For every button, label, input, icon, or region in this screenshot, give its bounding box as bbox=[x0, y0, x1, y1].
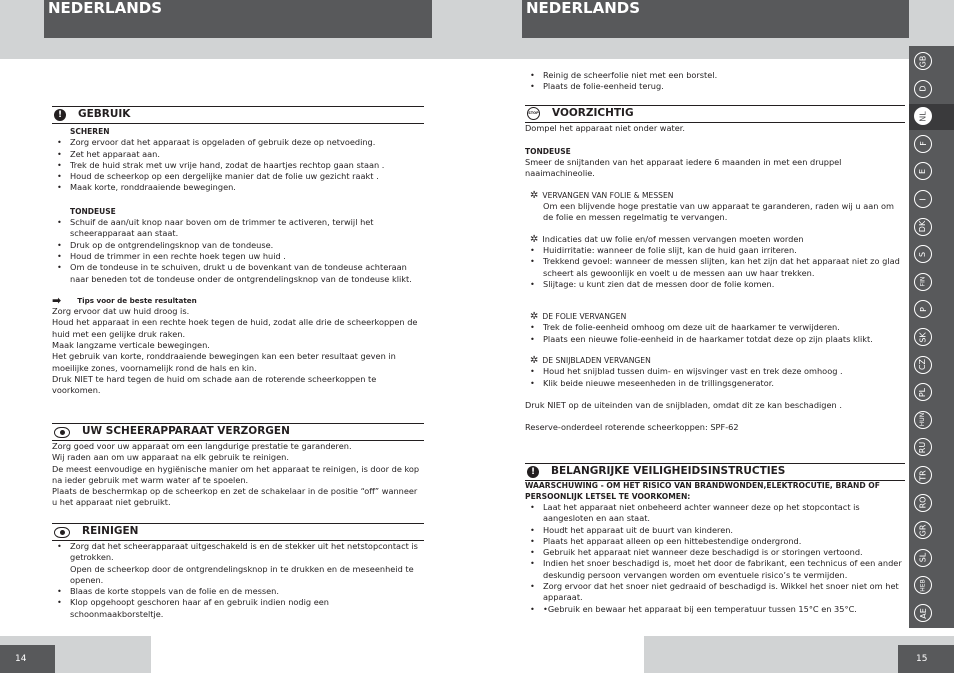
tips-heading bbox=[52, 295, 424, 306]
tab-label: E bbox=[918, 168, 928, 174]
list-item: • Indien het snoer beschadigd is, moet het door de fabrikant, een technicus of een ander deskundig persoon vervangen worden om eventuele risico’s te vermijden. bbox=[525, 558, 905, 581]
item-text: Zorg dat het scheerapparaat uitgeschakeld is en de stekker uit het netstopcontact is getrokken. bbox=[70, 541, 418, 563]
gear-icon: ✲ bbox=[530, 189, 539, 201]
body-line: Om een blijvende hoge prestatie van uw apparaat te garanderen, raden wij u aan om de folie en messen regelmatig te vervangen. bbox=[543, 201, 895, 223]
tab-i[interactable] bbox=[914, 190, 932, 208]
indicaties-heading bbox=[525, 234, 905, 245]
tab-cz[interactable] bbox=[914, 356, 932, 374]
subsection-title: VERVANGEN VAN FOLIE & MESSEN bbox=[542, 190, 674, 200]
body-line: De meest eenvoudige en hygiënische manier om het apparaat te reinigen, is door de kop na ieder gebruik met warm water af te spoelen. bbox=[52, 463, 420, 485]
reinigen-section bbox=[52, 523, 424, 620]
tab-label: GR bbox=[918, 524, 928, 537]
tab-label: NL bbox=[918, 110, 928, 122]
list-item: • Plaats het apparaat alleen op een hittebestendige ondergrond. bbox=[525, 536, 905, 547]
list-item: • Trek de folie-eenheid omhoog om deze uit de haarkamer te verwijderen. bbox=[525, 322, 905, 333]
subsection-title: DE SNIJBLADEN VERVANGEN bbox=[542, 356, 651, 366]
language-tabs bbox=[909, 46, 954, 628]
list-item: • Slijtage: u kunt zien dat de messen door de folie komen. bbox=[525, 279, 905, 290]
snijbladen-list bbox=[525, 366, 905, 389]
reinigen-heading bbox=[52, 523, 424, 541]
voorzichtig-heading bbox=[525, 105, 905, 123]
body-line: Dompel het apparaat niet onder water. bbox=[525, 122, 685, 133]
tondeuse-label: TONDEUSE bbox=[525, 146, 571, 156]
tip-line: Maak langzame verticale bewegingen. bbox=[52, 340, 210, 351]
list-item: • Gebruik het apparaat niet wanneer deze beschadigd is or storingen vertoond. bbox=[525, 547, 905, 558]
body-line: Wij raden aan om uw apparaat na elk gebruik te reinigen. bbox=[52, 452, 289, 463]
body-line: Plaats de beschermkap op de scheerkop en zet de schakelaar in de positie “off” wanneer u het apparaat niet gebruikt. bbox=[52, 486, 418, 508]
section-title: BELANGRIJKE VEILIGHEIDSINSTRUCTIES bbox=[551, 465, 786, 478]
tab-label: GB bbox=[918, 55, 928, 67]
tip-line: Zorg ervoor dat uw huid droog is. bbox=[52, 306, 190, 317]
eye-icon bbox=[54, 427, 70, 438]
list-item: • Om de tondeuse in te schuiven, drukt u de bovenkant van de tondeuse achteraan naar beneden tot de tondeuse onder de ontgrendelingsknop van de tondeuse klikt. bbox=[52, 262, 424, 285]
section-title: UW SCHEERAPPARAAT VERZORGEN bbox=[82, 425, 290, 438]
arrow-right-icon: ➡ bbox=[52, 293, 62, 307]
gear-icon: ✲ bbox=[530, 233, 539, 245]
list-item: • Houdt het apparaat uit de buurt van kinderen. bbox=[525, 525, 905, 536]
tab-label: F bbox=[918, 141, 928, 147]
right-content bbox=[525, 70, 905, 434]
tondeuse-list bbox=[52, 217, 424, 285]
page-number: 15 bbox=[898, 645, 954, 673]
list-item: • Houd de trimmer in een rechte hoek tegen uw huid . bbox=[52, 251, 424, 262]
veiligheid-heading bbox=[525, 463, 905, 481]
warning-icon: ! bbox=[54, 109, 66, 121]
list-item: • Huidirritatie: wanneer de folie slijt, kan de huid gaan irriteren. bbox=[525, 245, 905, 256]
list-item: • Houd het snijblad tussen duim- en wijsvinger vast en trek deze omhoog . bbox=[525, 366, 905, 377]
page-title: NEDERLANDS bbox=[522, 0, 909, 38]
tab-fin[interactable] bbox=[914, 273, 932, 291]
tab-label: AE bbox=[918, 607, 928, 619]
section-title: REINIGEN bbox=[82, 525, 139, 538]
section-title: VOORZICHTIG bbox=[552, 106, 634, 119]
tab-label: RU bbox=[918, 441, 928, 454]
scheren-list bbox=[52, 137, 424, 193]
list-item: • Druk op de ontgrendelingsknop van de tondeuse. bbox=[52, 240, 424, 251]
page-title: NEDERLANDS bbox=[44, 0, 432, 38]
subsection-title: Indicaties dat uw folie en/of messen vervangen moeten worden bbox=[542, 233, 804, 244]
scheren-label: SCHEREN bbox=[70, 127, 110, 136]
body-line: Zorg goed voor uw apparaat om een langdurige prestatie te garanderen. bbox=[52, 441, 352, 451]
list-item: • Reinig de scheerfolie niet met een borstel. bbox=[525, 70, 905, 81]
list-item: • Schuif de aan/uit knop naar boven om de trimmer te activeren, terwijl het scheerapparaat aan staat. bbox=[52, 217, 424, 240]
body-line: Reserve-onderdeel roterende scheerkoppen: SPF-62 bbox=[525, 422, 739, 433]
snijbladen-heading bbox=[525, 355, 905, 366]
tip-line: Druk NIET te hard tegen de huid om schade aan de roterende scheerkoppen te voorkomen. bbox=[52, 373, 377, 396]
tab-label: PL bbox=[918, 387, 928, 397]
tab-ae[interactable] bbox=[914, 604, 932, 622]
tip-line: Het gebruik van korte, ronddraaiende bewegingen kan een beter resultaat geven in moeilijke zones, voornamelijk rond de hals en kin. bbox=[52, 351, 396, 373]
gebruik-section bbox=[52, 106, 424, 397]
vervangen-heading bbox=[525, 190, 905, 201]
list-item: • Maak korte, ronddraaiende bewegingen. bbox=[52, 182, 424, 193]
reinigen-list bbox=[52, 541, 424, 620]
tab-sk[interactable] bbox=[914, 328, 932, 346]
tips-label: Tips voor de beste resultaten bbox=[77, 295, 197, 305]
gebruik-heading bbox=[52, 106, 424, 124]
tab-label: D bbox=[918, 85, 928, 92]
page-number: 14 bbox=[0, 645, 55, 673]
indicaties-list bbox=[525, 245, 905, 290]
folie-heading bbox=[525, 311, 905, 322]
tab-tr[interactable] bbox=[914, 466, 932, 484]
tab-label: SK bbox=[918, 331, 928, 343]
right-page bbox=[477, 0, 954, 673]
list-item: • Klop opgehoopt geschoren haar af en gebruik indien nodig een schoonmaakborsteltje. bbox=[52, 597, 424, 620]
warning-text: WAARSCHUWING - OM HET RISICO VAN BRANDWONDEN,ELEKTROCUTIE, BRAND OF PERSOONLIJK LETSEL TE VOORKOMEN: bbox=[525, 481, 880, 501]
eye-icon bbox=[54, 527, 70, 538]
verzorgen-heading bbox=[52, 423, 424, 441]
veiligheid-list bbox=[525, 502, 905, 615]
tab-label: CZ bbox=[918, 359, 928, 371]
body-line: Druk NIET op de uiteinden van de snijbladen, omdat dit ze kan beschadigen . bbox=[525, 399, 842, 410]
tab-label: FIN bbox=[919, 276, 927, 287]
list-item: • Laat het apparaat niet onbeheerd achter wanneer deze op het stopcontact is aangesloten en aan staat. bbox=[525, 502, 905, 525]
stop-icon: STOP bbox=[527, 107, 540, 120]
list-item: • Klik beide nieuwe meseenheden in de trillingsgenerator. bbox=[525, 378, 905, 389]
item-text: Open de scheerkop door de ontgrendelingsknop in te drukken en de meseenheid te openen. bbox=[70, 563, 414, 585]
gear-icon: ✲ bbox=[530, 311, 539, 323]
tab-ro[interactable] bbox=[914, 494, 932, 512]
list-item: • Houd de scheerkop op een dergelijke manier dat de folie uw gezicht raakt . bbox=[52, 171, 424, 182]
tab-label: I bbox=[918, 197, 928, 201]
list-item: • Trek de huid strak met uw vrije hand, zodat de haartjes rechtop gaan staan . bbox=[52, 160, 424, 171]
tab-f[interactable] bbox=[914, 135, 932, 153]
gear-icon: ✲ bbox=[530, 355, 539, 367]
body-line: Smeer de snijtanden van het apparaat iedere 6 maanden in met een druppel naaimachineolie. bbox=[525, 157, 842, 179]
top-list bbox=[525, 70, 905, 93]
list-item bbox=[52, 541, 424, 586]
list-item: • Plaats de folie-eenheid terug. bbox=[525, 81, 905, 92]
tab-d[interactable] bbox=[914, 80, 932, 98]
warning-icon: ! bbox=[527, 466, 539, 478]
list-item: • Trekkend gevoel: wanneer de messen slijten, kan het zijn dat het apparaat niet zo glad scheert als gewoonlijk en voelt u de messen aan uw haar trekken. bbox=[525, 256, 905, 279]
tab-label: TR bbox=[918, 469, 928, 481]
tab-gb[interactable] bbox=[914, 52, 932, 70]
list-item: • Zorg ervoor dat het apparaat is opgeladen of gebruik deze op netvoeding. bbox=[52, 137, 424, 148]
tab-label: S bbox=[918, 251, 928, 257]
tab-dk[interactable] bbox=[914, 218, 932, 236]
subsection-title: DE FOLIE VERVANGEN bbox=[542, 312, 627, 322]
tab-label: HEB bbox=[919, 579, 927, 592]
tab-label: SL bbox=[918, 553, 928, 563]
list-item: • Zet het apparaat aan. bbox=[52, 149, 424, 160]
verzorgen-section bbox=[52, 423, 424, 509]
tip-line: Houd het apparaat in een rechte hoek tegen de huid, zodat alle drie de scheerkoppen de huid met een gelijke druk raken. bbox=[52, 317, 418, 339]
tab-hun[interactable] bbox=[914, 411, 932, 429]
tab-label: RO bbox=[918, 496, 928, 509]
tab-label: DK bbox=[918, 220, 928, 233]
list-item: • Zorg ervoor dat het snoer niet gedraaid of beschadigd is. Wikkel het snoer niet om het apparaat. bbox=[525, 581, 905, 604]
list-item: • Plaats een nieuwe folie-eenheid in de haarkamer totdat deze op zijn plaats klikt. bbox=[525, 334, 905, 345]
tab-sl[interactable] bbox=[914, 549, 932, 567]
section-title: GEBRUIK bbox=[78, 108, 131, 121]
tab-label: HUN bbox=[919, 413, 927, 427]
list-item: • •Gebruik en bewaar het apparaat bij een temperatuur tussen 15°C en 35°C. bbox=[525, 604, 905, 615]
veiligheid-section bbox=[525, 463, 905, 615]
folie-list bbox=[525, 322, 905, 345]
tondeuse-label: TONDEUSE bbox=[70, 206, 116, 216]
tab-label: P bbox=[918, 306, 928, 312]
list-item: • Blaas de korte stoppels van de folie en de messen. bbox=[52, 586, 424, 597]
